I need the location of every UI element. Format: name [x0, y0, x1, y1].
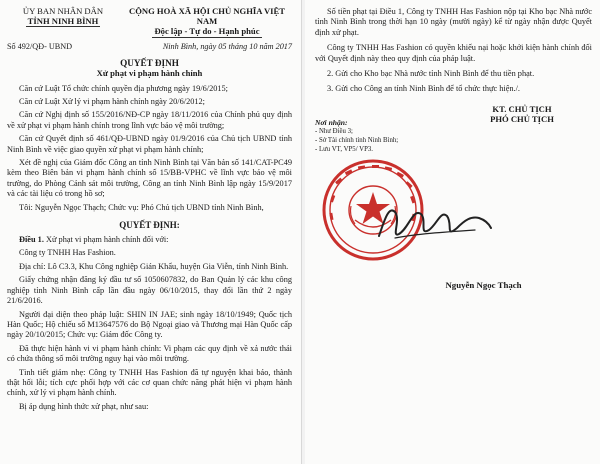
recipient-item: - Sở Tài chính tỉnh Ninh Bình; [315, 136, 399, 144]
basis-paragraph: Xét đề nghị của Giám đốc Công an tỉnh Ninh Bình tại Văn bản số 141/CAT-PC49 kèm theo Biên bản vi phạm hành chính số 15/BB-VPHC về lĩnh vực bảo vệ môi trường, do Phòng Cảnh sát môi trường, Công an tỉnh Ninh Bình lập ngày 15/9/2017 và các tài liệu có trong hồ sơ; [7, 158, 292, 199]
agency-line-2: TỈNH NINH BÌNH [27, 16, 99, 27]
body-paragraph: Bị áp dụng hình thức xử phạt, như sau: [19, 401, 149, 411]
signature-block [452, 104, 592, 154]
nation-line-2: Độc lập - Tự do - Hạnh phúc [154, 26, 260, 37]
signoff-section [315, 104, 592, 154]
document-header [7, 6, 292, 38]
body-paragraph: 2. Gửi cho Kho bạc Nhà nước tỉnh Ninh Bình để thu tiền phạt. [327, 69, 535, 79]
sign-role-2: PHÓ CHỦ TỊCH [490, 113, 554, 124]
document-title: QUYẾT ĐỊNH [120, 57, 179, 68]
body-paragraph: Đã thực hiện hành vi vi phạm hành chính: Vi phạm các quy định về xả nước thải có chứa thông số môi trường nguy hại vào môi trường. [7, 343, 292, 364]
article-1-text: Xử phạt vi phạm hành chính đối với: [43, 235, 169, 245]
recipient-item: - Lưu VT, VP5/ VP3. [315, 145, 373, 153]
body-paragraph: Tình tiết giảm nhẹ: Công ty TNHH Has Fashion đã tự nguyện khai báo, thành thật hối lỗi; tích cực phối hợp với các cơ quan chức năng phát hiện vi phạm hành chính, xử lý vi phạm hành chính. [7, 367, 292, 398]
basis-paragraph: Căn cứ Quyết định số 461/QĐ-UBND ngày 01/9/2016 của Chủ tịch UBND tỉnh Ninh Bình về việc giao quyền xử phạt vi phạm hành chính; [7, 134, 292, 154]
place-date: Ninh Bình, ngày 05 tháng 10 năm 2017 [162, 41, 292, 51]
agency-line-1: ỦY BAN NHÂN DÂN [22, 6, 104, 16]
issuing-agency [7, 6, 119, 38]
body-paragraph: Người đại diện theo pháp luật: SHIN IN JAE; sinh ngày 18/10/1949; Quốc tịch Hàn Quốc; Hộ chiếu số M13647576 do Bộ Ngoại giao và Thương mại Hàn Quốc cấp ngày 20/10/2015; Chức vụ: Giám đốc Công ty. [7, 309, 292, 340]
body-paragraph: Công ty TNHH Has Fashion. [19, 248, 116, 258]
national-motto [122, 6, 292, 38]
decision-heading: QUYẾT ĐỊNH: [119, 220, 180, 231]
document-subtitle: Xử phạt vi phạm hành chính [96, 67, 203, 78]
document-meta [7, 42, 292, 51]
signer-name: Nguyễn Ngọc Thạch [445, 279, 522, 290]
article-1 [7, 235, 292, 245]
body-paragraph: Địa chỉ: Lô C3.3, Khu Công nghiệp Gián Khẩu, huyện Gia Viễn, tỉnh Ninh Bình. [19, 261, 289, 271]
body-paragraph: Công ty TNHH Has Fashion có quyền khiếu nại hoặc khởi kiện hành chính đối với Quyết định này theo quy định của pháp luật. [315, 43, 592, 63]
seal-and-signature [315, 158, 592, 278]
basis-paragraph: Căn cứ Luật Xử lý vi phạm hành chính ngày 20/6/2012; [19, 97, 205, 107]
article-1-label: Điều 1. [19, 235, 44, 245]
body-paragraph: Số tiền phạt tại Điều 1, Công ty TNHH Has Fashion nộp tại Kho bạc Nhà nước tỉnh Ninh Bình trong thời hạn 10 ngày (mười ngày) kể từ ngày nhận được Quyết định xử phạt. [315, 7, 592, 37]
recipients-title: Nơi nhận: [315, 117, 348, 127]
basis-paragraph: Tôi: Nguyễn Ngọc Thạch; Chức vụ: Phó Chủ tịch UBND tỉnh Ninh Bình, [19, 202, 264, 212]
sign-role-1: KT. CHỦ TỊCH [492, 103, 552, 114]
nation-line-1: CỘNG HOÀ XÃ HỘI CHỦ NGHĨA VIỆT NAM [129, 6, 285, 27]
basis-paragraph: Căn cứ Nghị định số 155/2016/NĐ-CP ngày 18/11/2016 của Chính phủ quy định về xử phạt vi phạm hành chính trong lĩnh vực bảo vệ môi trường; [7, 110, 292, 130]
document-number: Số 492/QĐ- UBND [7, 41, 73, 51]
handwritten-signature-icon [375, 198, 495, 248]
document-page-right [305, 0, 600, 464]
recipients-list [315, 104, 425, 154]
body-paragraph: 3. Gửi cho Công an tỉnh Ninh Bình để tổ chức thực hiện./. [327, 84, 520, 94]
recipient-item: - Như Điều 3; [315, 127, 353, 135]
basis-paragraph: Căn cứ Luật Tổ chức chính quyền địa phương ngày 19/6/2015; [19, 83, 228, 93]
body-paragraph: Giấy chứng nhận đăng ký đầu tư số 1050607832, do Ban Quản lý các khu công nghiệp tỉnh Ninh Bình cấp lần đầu ngày 06/10/2015, thay đổi lần thứ 2 ngày 21/6/2016. [7, 275, 292, 306]
